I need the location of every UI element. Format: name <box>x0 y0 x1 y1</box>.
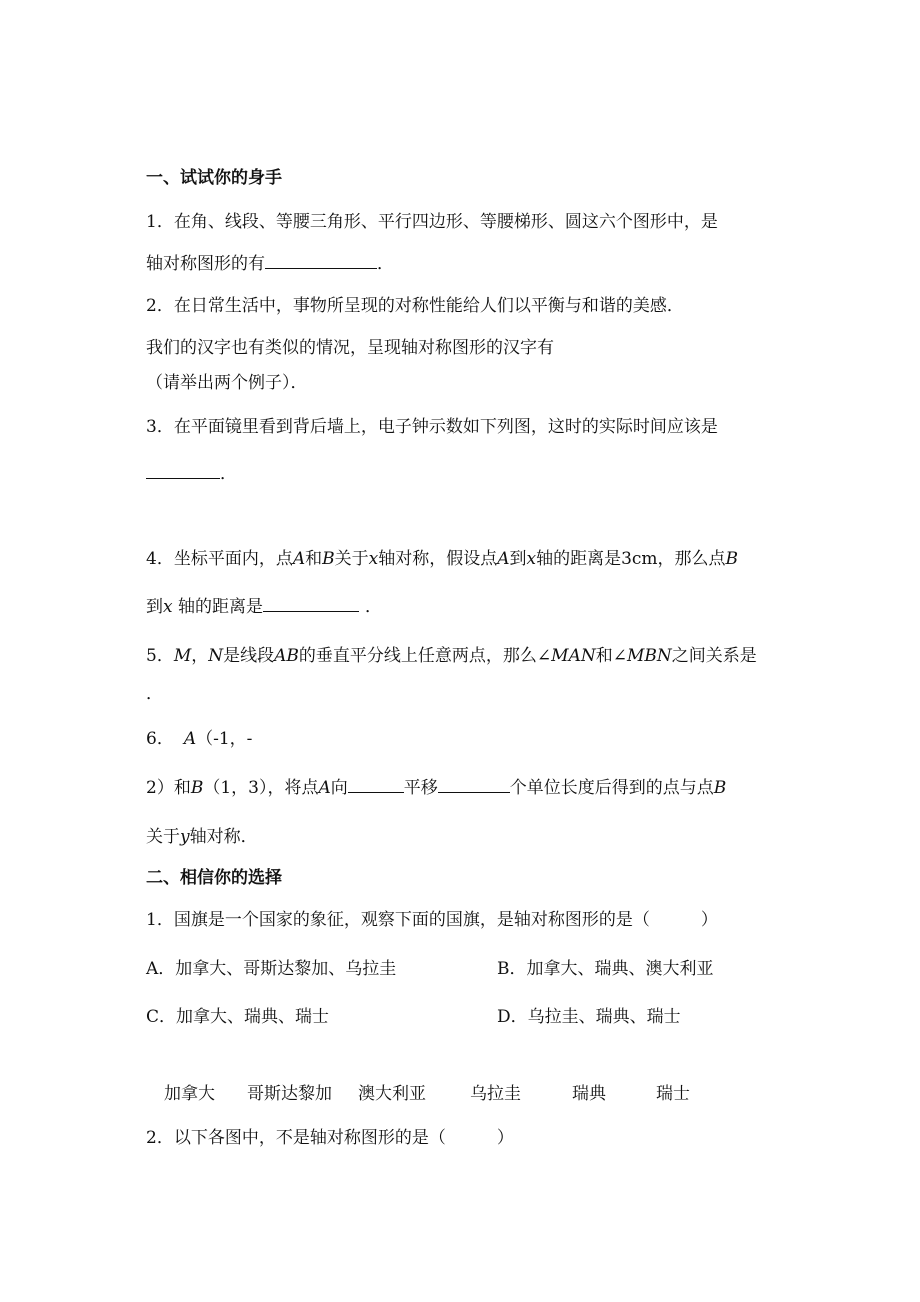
q3-end: ． <box>220 464 237 484</box>
q4-text-1: 4．坐标平面内，点 <box>146 549 293 569</box>
q4-var-a2: A <box>497 549 510 569</box>
q4-text-5: 到 <box>509 549 527 569</box>
q5-var-m: M <box>173 646 192 666</box>
q6-var-a2: A <box>318 778 331 798</box>
q6-var-y: y <box>180 827 190 847</box>
q1-line2 <box>146 252 394 276</box>
q4-var-x3: x <box>163 597 173 617</box>
q4-text-2: 和 <box>305 549 323 569</box>
q4-line1 <box>146 547 738 571</box>
q4-text-7: 到 <box>146 597 163 617</box>
q1-line1: 1．在角、线段、等腰三角形、平行四边形、等腰梯形、圆这六个图形中，是 <box>146 212 718 232</box>
q2-line1: 2．在日常生活中，事物所呈现的对称性能给人们以平衡与和谐的美感． <box>146 296 684 316</box>
q5-line2: ． <box>146 684 163 704</box>
s2-q1-option-d: D．乌拉圭、瑞典、瑞士 <box>497 1007 681 1027</box>
q4-answer-blank <box>263 595 359 612</box>
q6-text-6: 平移 <box>403 778 438 798</box>
q5-var-man: MAN <box>551 646 596 666</box>
q4-text-4: 轴对称，假设点 <box>378 549 498 569</box>
q6-var-b2: B <box>713 778 727 798</box>
q2-line3: （请举出两个例子）． <box>146 373 308 393</box>
q3-answer-blank <box>146 462 220 479</box>
s2-q1-option-b: B．加拿大、瑞典、澳大利亚 <box>497 959 714 979</box>
q6-text-8: 关于 <box>146 827 180 847</box>
section2-title: 二、相信你的选择 <box>146 868 282 888</box>
q4-var-b2: B <box>725 549 739 569</box>
q6-distance-blank <box>438 776 510 793</box>
flag-label-sweden: 瑞典 <box>572 1084 606 1104</box>
q5-line1 <box>146 644 757 668</box>
q4-text-3: 关于 <box>334 549 369 569</box>
q4-var-b: B <box>322 549 335 569</box>
q5-text-1: 5． <box>146 646 174 666</box>
q4-var-x2: x <box>526 549 537 569</box>
q6-line1 <box>146 727 252 751</box>
s2-q1-stem: 1．国旗是一个国家的象征，观察下面的国旗，是轴对称图形的是（ ） <box>146 910 718 930</box>
flag-label-uruguay: 乌拉圭 <box>470 1084 521 1104</box>
q5-text-5: 之间关系是 <box>671 646 757 666</box>
q5-text-4: 和∠ <box>595 646 627 666</box>
section1-title: 一、试试你的身手 <box>146 168 282 188</box>
flag-label-canada: 加拿大 <box>164 1084 215 1104</box>
q4-text-6: 轴的距离是3cm，那么点 <box>536 549 726 569</box>
q5-text-3: 的垂直平分线上任意两点，那么∠ <box>298 646 552 666</box>
q6-text-4: （1，3），将点 <box>203 778 319 798</box>
q1-end: ． <box>377 254 394 274</box>
q5-var-ab: AB <box>274 646 299 666</box>
flag-label-costa-rica: 哥斯达黎加 <box>247 1084 332 1104</box>
q6-var-a: A <box>183 729 197 749</box>
q4-var-x: x <box>368 549 379 569</box>
flag-label-australia: 澳大利亚 <box>358 1084 426 1104</box>
q6-text-2: （-1，- <box>196 729 253 749</box>
q4-var-a: A <box>292 549 306 569</box>
q6-var-b: B <box>190 778 204 798</box>
q6-line2 <box>146 776 726 800</box>
q3-line1: 3．在平面镜里看到背后墙上，电子钟示数如下列图，这时的实际时间应该是 <box>146 417 718 437</box>
s2-q1-option-c: C．加拿大、瑞典、瑞士 <box>146 1007 330 1027</box>
q1-answer-blank <box>265 252 377 269</box>
q5-var-mbn: MBN <box>626 646 672 666</box>
q4-line2 <box>146 595 382 619</box>
q6-text-5: 向 <box>330 778 348 798</box>
q1-line2-text: 轴对称图形的有 <box>146 254 265 274</box>
q6-line3 <box>146 825 258 849</box>
q5-text-2: 是线段 <box>223 646 275 666</box>
q4-end: ． <box>365 597 382 617</box>
q3-line2 <box>146 462 237 486</box>
q5-var-n: N <box>208 646 224 666</box>
q2-line2: 我们的汉字也有类似的情况，呈现轴对称图形的汉字有 <box>146 338 554 358</box>
flag-label-switzerland: 瑞士 <box>656 1084 690 1104</box>
q6-text-1: 6． <box>146 729 174 749</box>
q4-text-8: 轴的距离是 <box>172 597 263 617</box>
q6-text-9: 轴对称． <box>189 827 258 847</box>
s2-q2-stem: 2．以下各图中，不是轴对称图形的是（ ） <box>146 1128 514 1148</box>
q5-comma: ， <box>191 646 209 666</box>
q6-text-7: 个单位长度后得到的点与点 <box>509 778 714 798</box>
q6-direction-blank <box>348 776 404 793</box>
q6-text-3: 2）和 <box>146 778 191 798</box>
s2-q1-option-a: A．加拿大、哥斯达黎加、乌拉圭 <box>146 959 397 979</box>
